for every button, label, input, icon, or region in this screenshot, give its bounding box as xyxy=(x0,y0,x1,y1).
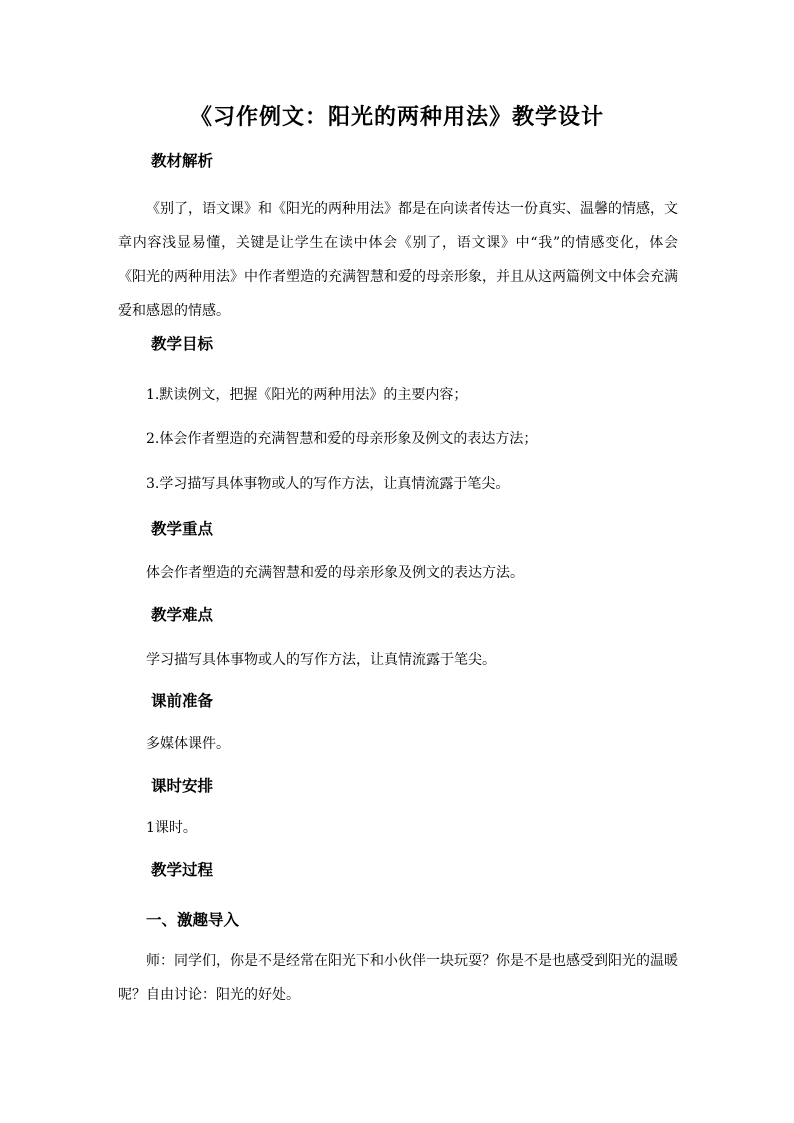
goal-item-2: 2.体会作者塑造的充满智慧和爱的母亲形象及例文的表达方法； xyxy=(146,431,538,447)
paragraph-analysis: 《别了，语文课》和《阳光的两种用法》都是在向读者传达一份真实、温馨的情感，文章内容浅显易懂，关键是让学生在读中体会《别了，语文课》中“我”的情感变化，体会《阳光的两种用法》中作者塑造的充满智慧和爱的母亲形象，并且从这两篇例文中体会充满爱和感恩的情感。 xyxy=(118,201,678,319)
goal-item-3: 3.学习描写具体事物或人的写作方法，让真情流露于笔尖。 xyxy=(146,476,510,492)
paragraph-preparation: 多媒体课件。 xyxy=(146,736,230,752)
heading-preparation: 课前准备 xyxy=(151,691,214,710)
heading-process: 教学过程 xyxy=(151,860,214,879)
goal-item-1: 1.默读例文，把握《阳光的两种用法》的主要内容； xyxy=(146,387,468,403)
heading-key-points: 教学重点 xyxy=(151,519,214,538)
paragraph-schedule: 1课时。 xyxy=(146,820,197,836)
heading-difficulties: 教学难点 xyxy=(151,605,214,624)
paragraph-difficulties: 学习描写具体事物或人的写作方法，让真情流露于笔尖。 xyxy=(146,652,496,668)
paragraph-key-points: 体会作者塑造的充满智慧和爱的母亲形象及例文的表达方法。 xyxy=(146,565,524,581)
heading-goals: 教学目标 xyxy=(151,334,214,353)
paragraph-step1: 师：同学们，你是不是经常在阳光下和小伙伴一块玩耍？你是不是也感受到阳光的温暖呢？自由讨论：阳光的好处。 xyxy=(118,953,678,1003)
subheading-step1: 一、激趣导入 xyxy=(146,910,240,929)
heading-analysis: 教材解析 xyxy=(151,151,214,170)
document-title: 《习作例文：阳光的两种用法》教学设计 xyxy=(189,104,604,130)
heading-schedule: 课时安排 xyxy=(151,776,214,795)
